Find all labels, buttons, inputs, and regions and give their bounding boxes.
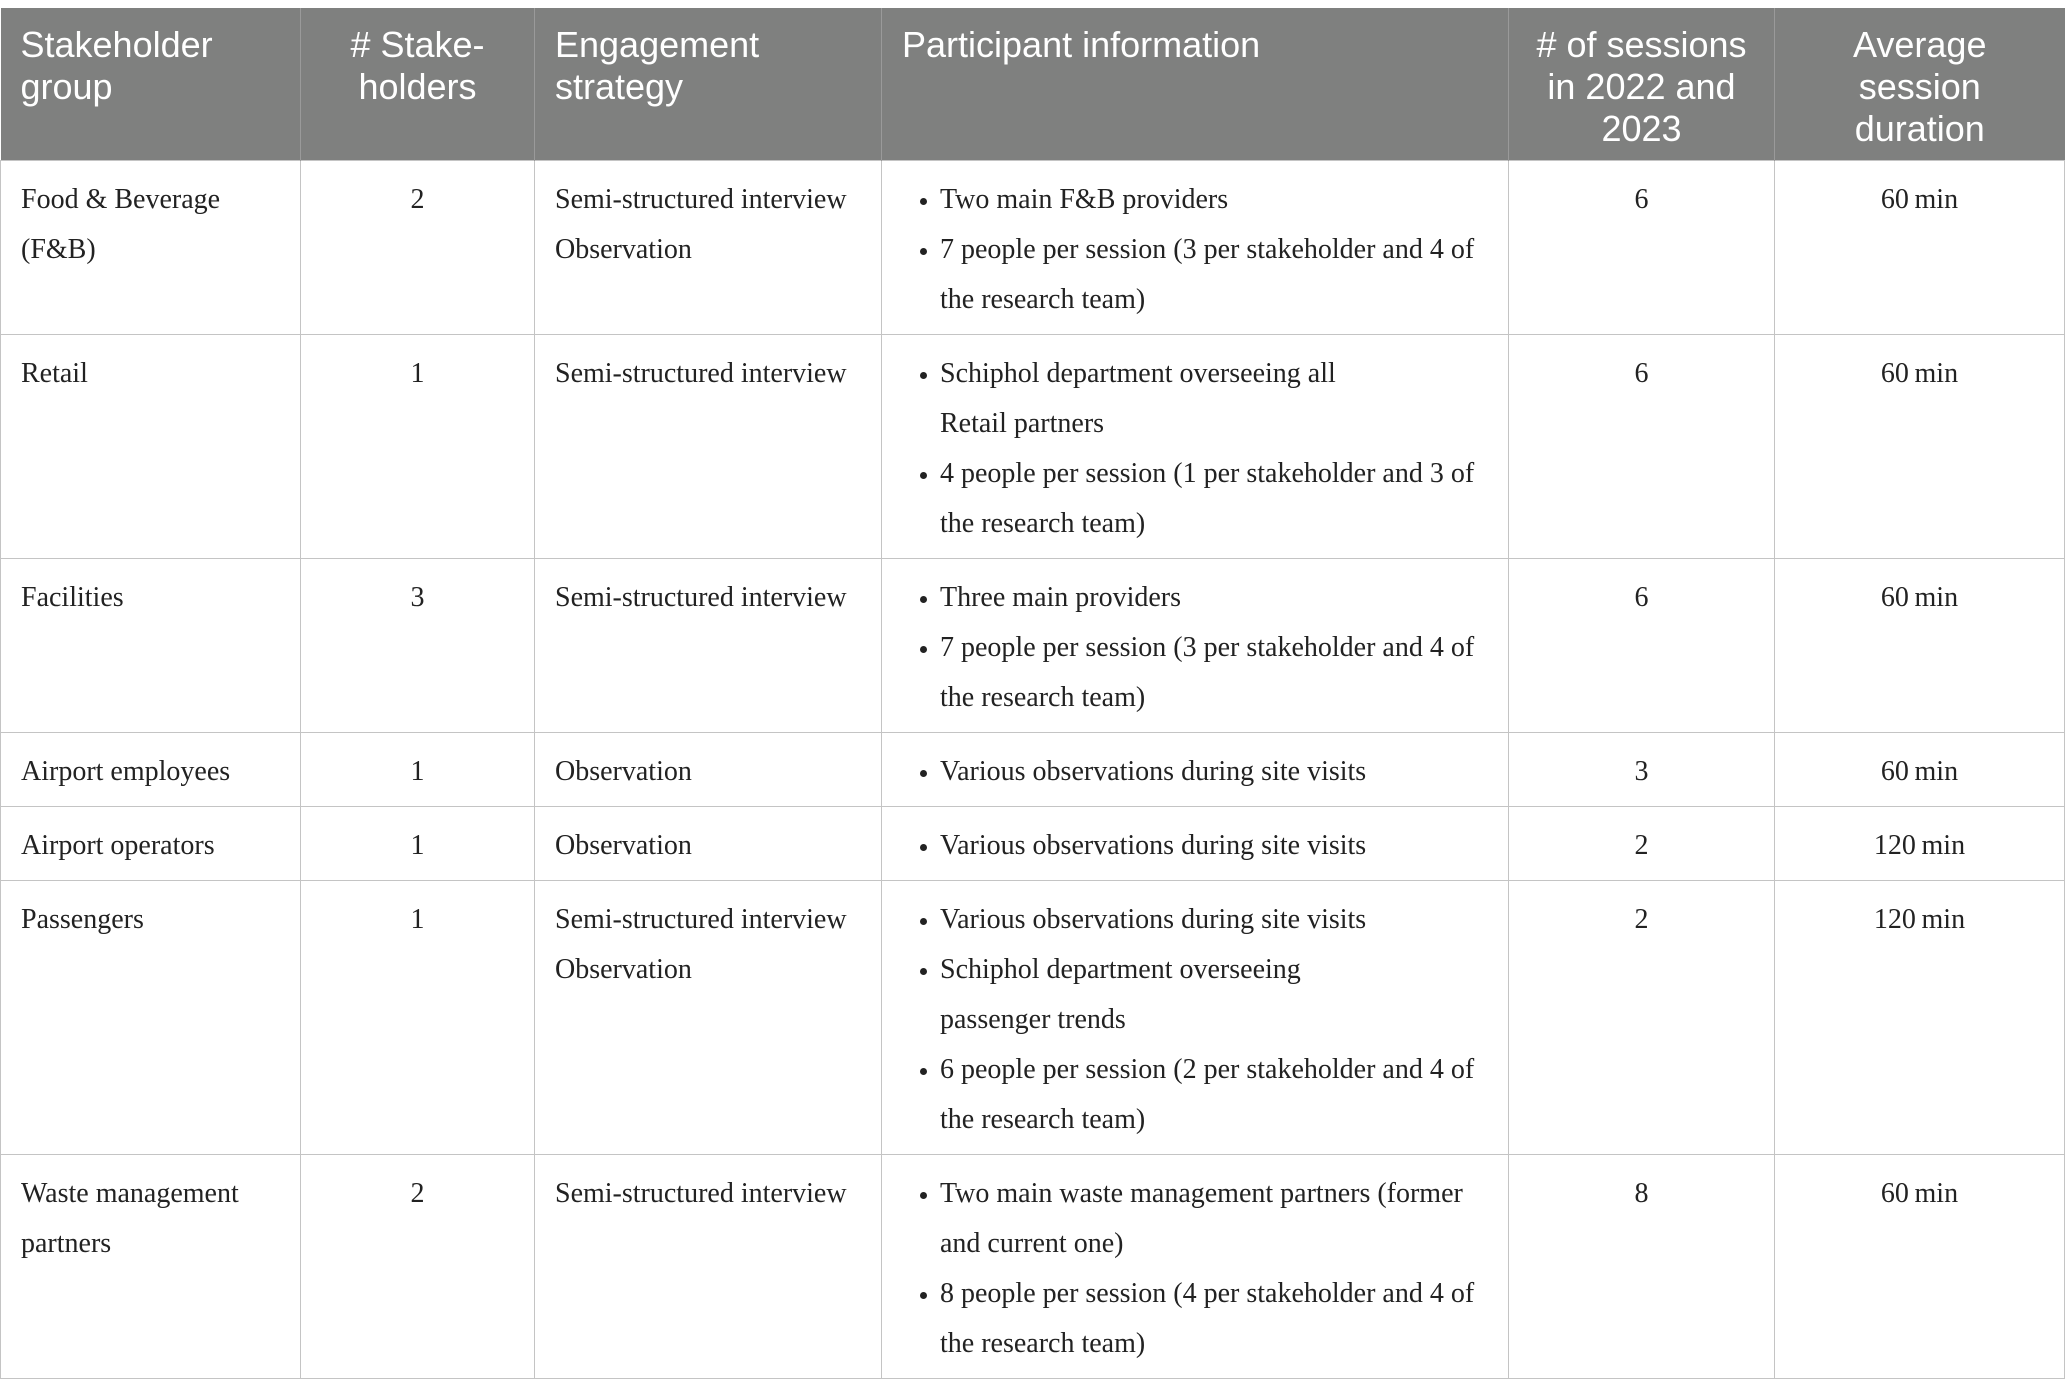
- participant-information-cell: [882, 161, 1509, 335]
- participant-information-cell: [882, 559, 1509, 733]
- strategy-item: Semi-structured interview: [555, 904, 847, 935]
- stakeholder-group-cell: Airport operators: [1, 807, 301, 881]
- participant-list: [902, 821, 1488, 871]
- header-stakeholder-group: Stakeholder group: [1, 8, 301, 161]
- participant-item: • 8 people per session (4 per stakeholder and 4 of the research team): [940, 1269, 1488, 1369]
- stakeholder-count-cell: 1: [301, 807, 535, 881]
- engagement-strategy-cell: [535, 733, 882, 807]
- table-row: [1, 1155, 2065, 1379]
- engagement-strategy-cell: [535, 161, 882, 335]
- average-duration-cell: 60 min: [1775, 335, 2065, 559]
- sessions-cell: 8: [1509, 1155, 1775, 1379]
- stakeholder-group-cell: Food & Beverage (F&B): [1, 161, 301, 335]
- strategy-item: Observation: [555, 954, 692, 985]
- strategy-item: Semi-structured interview: [555, 582, 847, 613]
- participant-item: • 6 people per session (2 per stakeholder and 4 of the research team): [940, 1045, 1488, 1145]
- participant-information-cell: [882, 807, 1509, 881]
- table-row: [1, 161, 2065, 335]
- table-row: [1, 335, 2065, 559]
- strategy-item: Observation: [555, 756, 692, 787]
- table-row: [1, 559, 2065, 733]
- stakeholder-count-cell: 1: [301, 881, 535, 1155]
- engagement-strategy-cell: [535, 807, 882, 881]
- participant-item: • 4 people per session (1 per stakeholder and 3 of the research team): [940, 449, 1488, 549]
- sessions-cell: 6: [1509, 559, 1775, 733]
- engagement-strategy-cell: [535, 881, 882, 1155]
- participant-list: [902, 573, 1488, 723]
- header-participant-information: Participant information: [882, 8, 1509, 161]
- stakeholder-count-cell: 2: [301, 161, 535, 335]
- participant-item: • 7 people per session (3 per stakeholder and 4 of the research team): [940, 623, 1488, 723]
- participant-information-cell: [882, 733, 1509, 807]
- sessions-cell: 3: [1509, 733, 1775, 807]
- engagement-strategy-cell: [535, 335, 882, 559]
- stakeholder-table: [0, 8, 2065, 1379]
- sessions-cell: 6: [1509, 161, 1775, 335]
- strategy-item: Semi-structured interview: [555, 184, 847, 215]
- participant-list: [902, 349, 1488, 549]
- engagement-strategy-cell: [535, 1155, 882, 1379]
- strategy-item: Observation: [555, 830, 692, 861]
- table-body: [1, 161, 2065, 1379]
- strategy-item: Semi-structured interview: [555, 358, 847, 389]
- sessions-cell: 6: [1509, 335, 1775, 559]
- participant-item: • Schiphol department overseeing passenger trends: [940, 945, 1488, 1045]
- participant-information-cell: [882, 335, 1509, 559]
- table-row: [1, 733, 2065, 807]
- participant-item: • 7 people per session (3 per stakeholder and 4 of the research team): [940, 225, 1488, 325]
- participant-item: • Various observations during site visits: [940, 895, 1488, 945]
- strategy-item: Observation: [555, 234, 692, 265]
- participant-item: • Various observations during site visits: [940, 821, 1488, 871]
- participant-list: [902, 1169, 1488, 1369]
- header-row: [1, 8, 2065, 161]
- stakeholder-group-cell: Facilities: [1, 559, 301, 733]
- participant-item: • Two main waste management partners (former and current one): [940, 1169, 1488, 1269]
- stakeholder-group-cell: Waste management partners: [1, 1155, 301, 1379]
- average-duration-cell: 120 min: [1775, 807, 2065, 881]
- header-stakeholder-count: # Stake-holders: [301, 8, 535, 161]
- strategy-item: Semi-structured interview: [555, 1178, 847, 1209]
- table-row: [1, 807, 2065, 881]
- stakeholder-group-cell: Retail: [1, 335, 301, 559]
- participant-list: [902, 895, 1488, 1145]
- average-duration-cell: 60 min: [1775, 559, 2065, 733]
- engagement-strategy-cell: [535, 559, 882, 733]
- stakeholder-count-cell: 3: [301, 559, 535, 733]
- header-average-duration: Average session duration: [1775, 8, 2065, 161]
- average-duration-cell: 60 min: [1775, 733, 2065, 807]
- stakeholder-count-cell: 1: [301, 335, 535, 559]
- participant-item: • Schiphol department overseeing all Retail partners: [940, 349, 1488, 449]
- participant-list: [902, 747, 1488, 797]
- stakeholder-group-cell: Airport employees: [1, 733, 301, 807]
- header-engagement-strategy: Engagement strategy: [535, 8, 882, 161]
- sessions-cell: 2: [1509, 881, 1775, 1155]
- participant-item: • Two main F&B providers: [940, 175, 1488, 225]
- stakeholder-count-cell: 1: [301, 733, 535, 807]
- participant-list: [902, 175, 1488, 325]
- average-duration-cell: 60 min: [1775, 161, 2065, 335]
- header-sessions: # of sessions in 2022 and 2023: [1509, 8, 1775, 161]
- table-row: [1, 881, 2065, 1155]
- stakeholder-count-cell: 2: [301, 1155, 535, 1379]
- participant-item: • Three main providers: [940, 573, 1488, 623]
- stakeholder-group-cell: Passengers: [1, 881, 301, 1155]
- participant-information-cell: [882, 881, 1509, 1155]
- average-duration-cell: 120 min: [1775, 881, 2065, 1155]
- participant-item: • Various observations during site visits: [940, 747, 1488, 797]
- participant-information-cell: [882, 1155, 1509, 1379]
- average-duration-cell: 60 min: [1775, 1155, 2065, 1379]
- sessions-cell: 2: [1509, 807, 1775, 881]
